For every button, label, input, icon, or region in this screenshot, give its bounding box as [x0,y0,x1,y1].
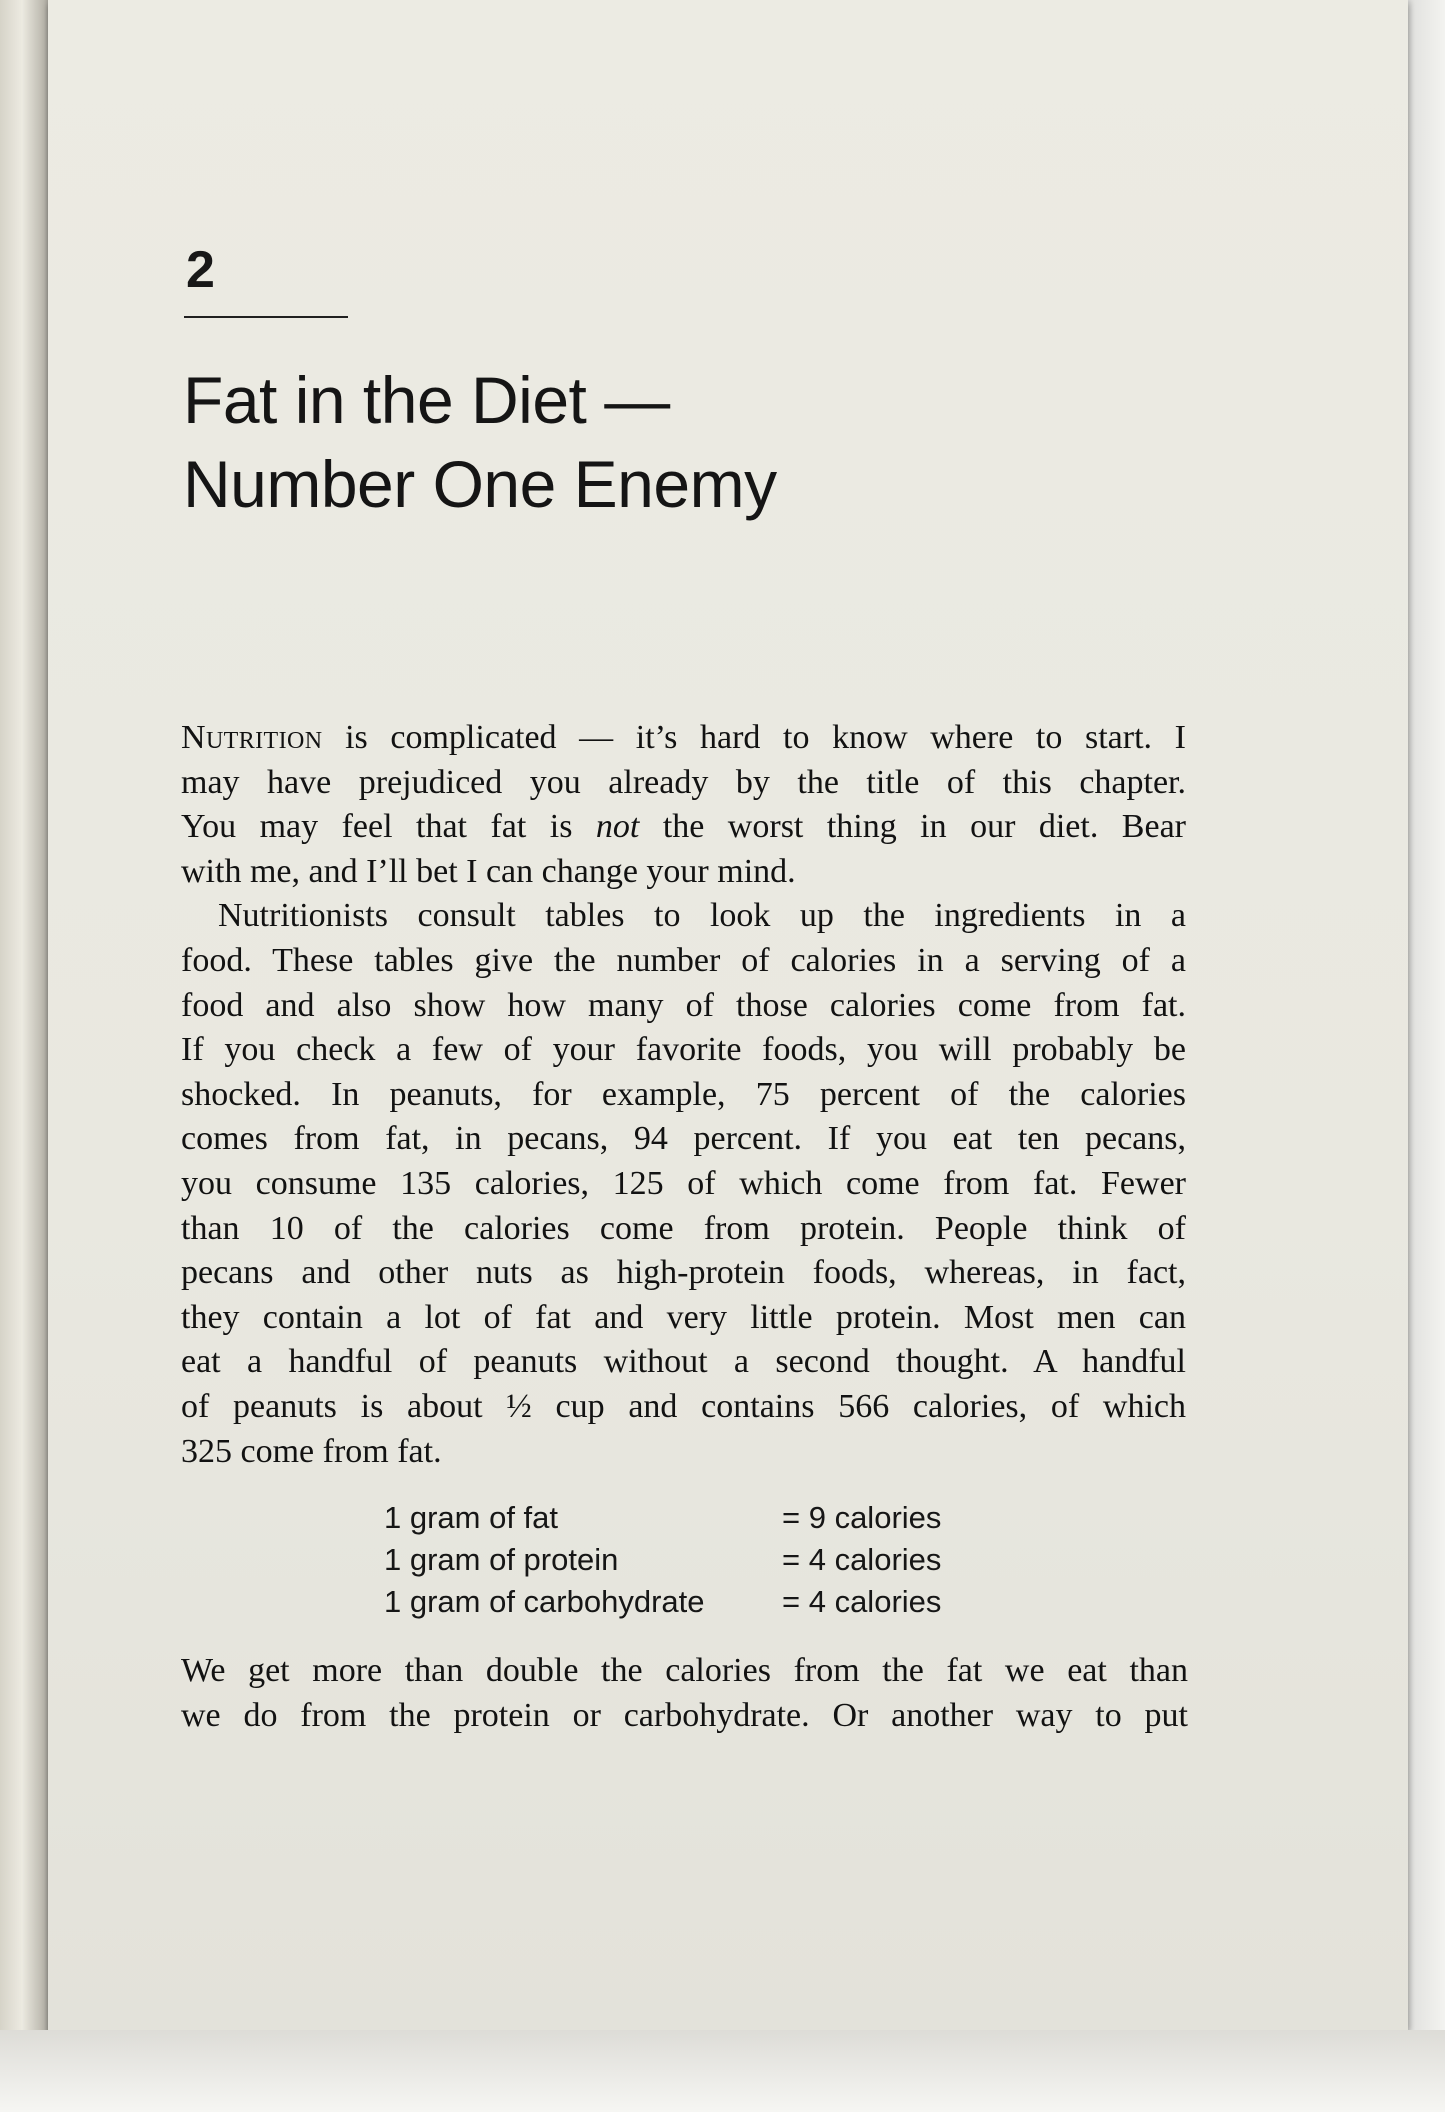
emphasis-not: not [595,808,640,846]
equation-protein-label: 1 gram of protein [384,1542,619,1577]
body-text [181,716,1186,1474]
paragraph-1-line-1-rest: is complicated — it’s hard to know where to start. I [322,719,1186,756]
paragraph-1-line-2: may have prejudiced you already by the title of this chapter. [181,763,1186,801]
paragraph-2-line-13: 325 come from fat. [181,1432,442,1470]
paragraph-2-line-11: eat a handful of peanuts without a second thought. A handful [181,1343,1186,1381]
closing-text [181,1648,1188,1738]
equation-carbohydrate-value: = 4 calories [782,1584,942,1619]
left-page-edge [0,0,52,2112]
paragraph-1-line-3-a: You may feel that fat is [181,808,596,846]
paragraph-1-line-1 [181,716,1186,761]
closing-line-2: we do from the protein or carbohydrate. Or another way to put [181,1697,1188,1734]
paragraph-2-line-2: food. These tables give the number of calories in a serving of a [181,941,1186,979]
paragraph-2-line-1: Nutritionists consult tables to look up the ingredients in a [218,897,1186,935]
paragraph-2-line-5: shocked. In peanuts, for example, 75 percent of the calories [181,1075,1186,1113]
lead-word: Nutrition [181,719,323,756]
equation-row-carbohydrate [384,1581,1004,1623]
equation-fat-label: 1 gram of fat [384,1500,559,1535]
table-surface [0,2030,1445,2112]
paragraph-2-line-7: you consume 135 calories, 125 of which come from fat. Fewer [181,1164,1186,1202]
equation-row-protein [384,1539,1004,1581]
equation-fat-value: = 9 calories [782,1500,942,1535]
closing-line-1: We get more than double the calories from the fat we eat than [181,1652,1188,1689]
paragraph-1-line-4: with me, and I’ll bet I can change your mind. [181,852,796,890]
paragraph-2-line-4: If you check a few of your favorite foods, you will probably be [181,1031,1186,1069]
equation-row-fat [384,1497,1004,1539]
paragraph-1-line-3 [181,805,1186,850]
chapter-rule [184,316,348,318]
paragraph-2-line-10: they contain a lot of fat and very little protein. Most men can [181,1298,1186,1336]
chapter-title-line-1: Fat in the Diet — [183,363,670,437]
chapter-title-line-2: Number One Enemy [183,447,777,521]
paragraph-1-line-3-b: the worst thing in our diet. Bear [639,808,1186,846]
equation-carbohydrate-label: 1 gram of carbohydrate [384,1584,705,1619]
equation-protein-value: = 4 calories [782,1542,942,1577]
calorie-equations [384,1497,1004,1623]
chapter-number: 2 [186,241,215,299]
paragraph-2-line-9: pecans and other nuts as high-protein foods, whereas, in fact, [181,1254,1186,1292]
paragraph-2-line-12: of peanuts is about ½ cup and contains 566 calories, of which [181,1387,1186,1425]
chapter-title [183,358,1083,526]
paragraph-2-line-6: comes from fat, in pecans, 94 percent. If you eat ten pecans, [181,1120,1186,1158]
paragraph-2-line-8: than 10 of the calories come from protein. People think of [181,1209,1186,1247]
paragraph-2-line-3: food and also show how many of those calories come from fat. [181,986,1186,1024]
page-right-shadow [1408,0,1445,2030]
